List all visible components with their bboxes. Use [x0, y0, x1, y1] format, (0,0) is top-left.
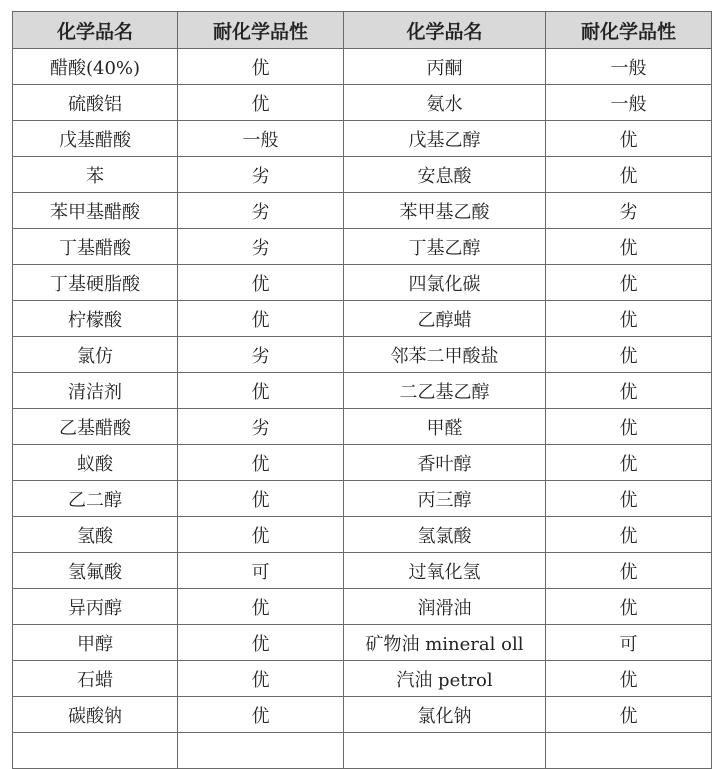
resistance-cell: 劣 — [178, 157, 344, 193]
chemical-name-cell-2 — [344, 733, 546, 769]
table-row — [13, 697, 712, 733]
resistance-cell-2: 优 — [546, 589, 712, 625]
resistance-cell-2: 优 — [546, 661, 712, 697]
chemical-name-cell-2: 乙醇蜡 — [344, 301, 546, 337]
chemical-name-cell: 丁基醋酸 — [13, 229, 178, 265]
resistance-cell-2: 优 — [546, 229, 712, 265]
table-row — [13, 589, 712, 625]
chemical-name-cell-2: 矿物油 mineral oll — [344, 625, 546, 661]
chemical-resistance-table-container — [12, 11, 711, 769]
resistance-cell-2: 优 — [546, 301, 712, 337]
resistance-cell: 优 — [178, 481, 344, 517]
resistance-cell-2: 劣 — [546, 193, 712, 229]
chemical-name-cell: 乙二醇 — [13, 481, 178, 517]
chemical-name-cell-2: 氨水 — [344, 85, 546, 121]
resistance-cell-2: 优 — [546, 481, 712, 517]
table-header — [13, 12, 712, 49]
chemical-name-cell-2: 丙酮 — [344, 49, 546, 85]
chemical-name-cell: 苯 — [13, 157, 178, 193]
resistance-cell: 劣 — [178, 409, 344, 445]
resistance-cell: 优 — [178, 625, 344, 661]
resistance-cell: 可 — [178, 553, 344, 589]
table-row — [13, 85, 712, 121]
chemical-name-cell: 硫酸铝 — [13, 85, 178, 121]
chemical-name-cell: 石蜡 — [13, 661, 178, 697]
resistance-cell: 优 — [178, 301, 344, 337]
resistance-cell: 优 — [178, 49, 344, 85]
chemical-name-cell-2: 氯化钠 — [344, 697, 546, 733]
resistance-cell: 优 — [178, 445, 344, 481]
resistance-cell-2: 优 — [546, 265, 712, 301]
chemical-name-cell: 清洁剂 — [13, 373, 178, 409]
table-row — [13, 517, 712, 553]
chemical-name-cell: 醋酸(40%) — [13, 49, 178, 85]
chemical-name-cell: 丁基硬脂酸 — [13, 265, 178, 301]
chemical-name-cell-2: 邻苯二甲酸盐 — [344, 337, 546, 373]
table-row — [13, 157, 712, 193]
resistance-cell: 优 — [178, 85, 344, 121]
chemical-name-cell-2: 二乙基乙醇 — [344, 373, 546, 409]
resistance-cell: 优 — [178, 661, 344, 697]
resistance-cell-2: 优 — [546, 373, 712, 409]
resistance-cell-2: 优 — [546, 445, 712, 481]
resistance-cell: 劣 — [178, 193, 344, 229]
chemical-name-cell-2: 过氧化氢 — [344, 553, 546, 589]
chemical-name-cell-2: 丁基乙醇 — [344, 229, 546, 265]
resistance-cell-2: 可 — [546, 625, 712, 661]
resistance-cell-2: 优 — [546, 517, 712, 553]
table-row — [13, 337, 712, 373]
table-row — [13, 193, 712, 229]
chemical-name-cell: 戊基醋酸 — [13, 121, 178, 157]
chemical-name-cell-2: 戊基乙醇 — [344, 121, 546, 157]
resistance-cell-2: 优 — [546, 337, 712, 373]
header-chemical-resistance: 耐化学品性 — [178, 12, 344, 49]
resistance-cell: 优 — [178, 517, 344, 553]
table-row — [13, 409, 712, 445]
chemical-name-cell: 氢氟酸 — [13, 553, 178, 589]
chemical-name-cell: 氯仿 — [13, 337, 178, 373]
table-row — [13, 373, 712, 409]
chemical-name-cell: 乙基醋酸 — [13, 409, 178, 445]
table-row — [13, 733, 712, 769]
resistance-cell: 优 — [178, 373, 344, 409]
chemical-name-cell-2: 安息酸 — [344, 157, 546, 193]
resistance-cell-2 — [546, 733, 712, 769]
chemical-name-cell: 碳酸钠 — [13, 697, 178, 733]
resistance-cell: 一般 — [178, 121, 344, 157]
chemical-name-cell — [13, 733, 178, 769]
chemical-name-cell-2: 甲醛 — [344, 409, 546, 445]
chemical-name-cell-2: 氢氯酸 — [344, 517, 546, 553]
chemical-name-cell: 氢酸 — [13, 517, 178, 553]
table-row — [13, 49, 712, 85]
chemical-name-cell-2: 四氯化碳 — [344, 265, 546, 301]
header-chemical-name-2: 化学品名 — [344, 12, 546, 49]
resistance-cell: 劣 — [178, 229, 344, 265]
table-row — [13, 481, 712, 517]
resistance-cell-2: 优 — [546, 121, 712, 157]
resistance-cell-2: 优 — [546, 697, 712, 733]
table-row — [13, 121, 712, 157]
chemical-name-cell: 异丙醇 — [13, 589, 178, 625]
table-row — [13, 661, 712, 697]
resistance-cell: 优 — [178, 265, 344, 301]
resistance-cell: 优 — [178, 697, 344, 733]
resistance-cell-2: 优 — [546, 553, 712, 589]
table-row — [13, 265, 712, 301]
header-chemical-resistance-2: 耐化学品性 — [546, 12, 712, 49]
chemical-name-cell: 蚁酸 — [13, 445, 178, 481]
chemical-name-cell: 苯甲基醋酸 — [13, 193, 178, 229]
table-row — [13, 229, 712, 265]
table-body — [13, 49, 712, 769]
chemical-name-cell: 柠檬酸 — [13, 301, 178, 337]
resistance-cell-2: 一般 — [546, 49, 712, 85]
resistance-cell: 劣 — [178, 337, 344, 373]
table-row — [13, 625, 712, 661]
header-chemical-name: 化学品名 — [13, 12, 178, 49]
chemical-name-cell-2: 丙三醇 — [344, 481, 546, 517]
table-row — [13, 301, 712, 337]
table-row — [13, 445, 712, 481]
resistance-cell-2: 优 — [546, 157, 712, 193]
resistance-cell-2: 优 — [546, 409, 712, 445]
chemical-resistance-table — [12, 11, 712, 769]
header-row — [13, 12, 712, 49]
resistance-cell — [178, 733, 344, 769]
chemical-name-cell-2: 润滑油 — [344, 589, 546, 625]
chemical-name-cell-2: 香叶醇 — [344, 445, 546, 481]
resistance-cell-2: 一般 — [546, 85, 712, 121]
chemical-name-cell: 甲醇 — [13, 625, 178, 661]
resistance-cell: 优 — [178, 589, 344, 625]
table-row — [13, 553, 712, 589]
chemical-name-cell-2: 汽油 petrol — [344, 661, 546, 697]
chemical-name-cell-2: 苯甲基乙酸 — [344, 193, 546, 229]
